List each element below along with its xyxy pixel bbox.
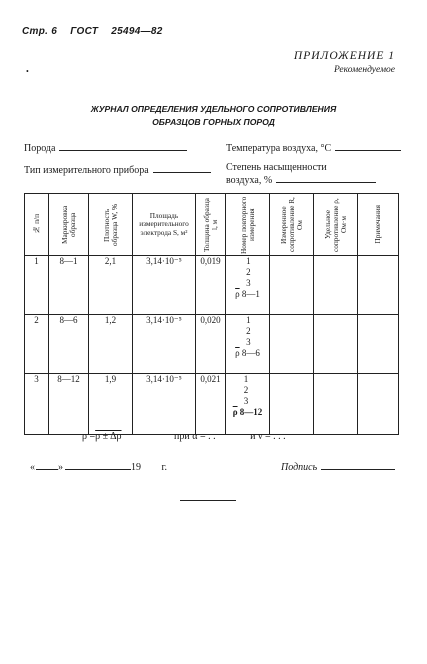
journal-title-line2: ОБРАЗЦОВ ГОРНЫХ ПОРОД bbox=[152, 117, 275, 127]
table-header-row bbox=[25, 194, 399, 256]
instrument-label: Тип измерительного прибора bbox=[24, 165, 149, 176]
cell-density: 2,1 bbox=[89, 256, 133, 315]
page-header bbox=[22, 26, 173, 37]
cell-marking: 8—6 bbox=[49, 315, 89, 374]
cell-resistance bbox=[270, 256, 314, 315]
page-number: Стр. 6 bbox=[22, 26, 58, 37]
date-year-suffix: г. bbox=[161, 462, 167, 473]
formula-alpha: при α = . . bbox=[174, 431, 216, 442]
cell-number: 3 bbox=[25, 374, 49, 435]
cell-number: 1 bbox=[25, 256, 49, 315]
cell-repeat: 1 2 3 $\overline{\rho}$ 8—1 bbox=[226, 256, 270, 315]
formula-lhs: ρ = bbox=[82, 431, 96, 442]
formula-rhs: ρ ± Δρ bbox=[95, 431, 122, 442]
standard-label: ГОСТ bbox=[70, 26, 99, 37]
col-header-thickness: Толщина образца l, м bbox=[196, 194, 226, 256]
standard-number: 25494—82 bbox=[111, 26, 163, 37]
instrument-blank bbox=[153, 164, 211, 173]
journal-table bbox=[24, 193, 399, 435]
table-row bbox=[25, 315, 399, 374]
col-header-resistance: Измеренное сопротивление R, Ом bbox=[270, 194, 314, 256]
cell-density: 1,9 bbox=[89, 374, 133, 435]
cell-area: 3,14·10⁻⁵ bbox=[133, 374, 196, 435]
bottom-rule bbox=[180, 500, 236, 501]
appendix-title: ПРИЛОЖЕНИЕ 1 bbox=[293, 50, 395, 62]
saturation-blank bbox=[276, 174, 376, 183]
cell-resistance bbox=[270, 315, 314, 374]
col-header-area: Площадь измерительного электрода S, м² bbox=[133, 194, 196, 256]
cell-notes bbox=[358, 256, 399, 315]
rock-blank bbox=[59, 142, 187, 151]
saturation-label-2: воздуха, % bbox=[226, 175, 273, 186]
cell-density: 1,2 bbox=[89, 315, 133, 374]
cell-area: 3,14·10⁻⁵ bbox=[133, 315, 196, 374]
saturation-field bbox=[226, 162, 376, 187]
col-header-density: Плотность образца W, % bbox=[89, 194, 133, 256]
journal-title bbox=[0, 103, 427, 129]
cell-resistivity bbox=[314, 256, 358, 315]
air-temp-blank bbox=[335, 142, 401, 151]
cell-repeat: 1 2 3 $\overline{\rho}$ 8—12 bbox=[226, 374, 270, 435]
table-row bbox=[25, 374, 399, 435]
date-year: 19 bbox=[131, 462, 141, 473]
date-open-quote: « bbox=[30, 462, 35, 473]
cell-marking: 8—12 bbox=[49, 374, 89, 435]
cell-resistance bbox=[270, 374, 314, 435]
col-header-marking: Маркировка образца bbox=[49, 194, 89, 256]
cell-thickness: 0,021 bbox=[196, 374, 226, 435]
cell-number: 2 bbox=[25, 315, 49, 374]
air-temp-field bbox=[226, 142, 401, 154]
cell-resistivity bbox=[314, 315, 358, 374]
saturation-label-1: Степень насыщенности bbox=[226, 162, 327, 173]
instrument-field bbox=[24, 164, 211, 176]
col-header-resistivity: Удельное сопротивление ρ, Ом·м bbox=[314, 194, 358, 256]
signature-label: Подпись bbox=[281, 462, 318, 473]
cell-area: 3,14·10⁻⁵ bbox=[133, 256, 196, 315]
air-temp-label: Температура воздуха, °С bbox=[226, 143, 332, 154]
formula-nu: и ν = . . . bbox=[250, 431, 286, 442]
marker-dot: • bbox=[26, 67, 29, 76]
col-header-notes: Примечания bbox=[358, 194, 399, 256]
journal-title-line1: ЖУРНАЛ ОПРЕДЕЛЕНИЯ УДЕЛЬНОГО СОПРОТИВЛЕНИЯ bbox=[90, 104, 337, 114]
cell-resistivity bbox=[314, 374, 358, 435]
appendix-subtitle: Рекомендуемое bbox=[333, 65, 395, 75]
cell-repeat: 1 2 3 $\overline{\rho}$ 8—6 bbox=[226, 315, 270, 374]
cell-thickness: 0,020 bbox=[196, 315, 226, 374]
col-header-number: № п/п bbox=[25, 194, 49, 256]
cell-thickness: 0,019 bbox=[196, 256, 226, 315]
cell-marking: 8—1 bbox=[49, 256, 89, 315]
date-line bbox=[30, 461, 167, 473]
cell-notes bbox=[358, 315, 399, 374]
date-close-quote: » bbox=[58, 462, 63, 473]
appendix-block bbox=[294, 50, 395, 75]
rock-label: Порода bbox=[24, 143, 56, 154]
table-row bbox=[25, 256, 399, 315]
rock-field bbox=[24, 142, 187, 154]
signature-line bbox=[281, 461, 395, 473]
col-header-repeat: Номер повторного измерения bbox=[226, 194, 270, 256]
cell-notes bbox=[358, 374, 399, 435]
formula-line bbox=[82, 431, 286, 442]
